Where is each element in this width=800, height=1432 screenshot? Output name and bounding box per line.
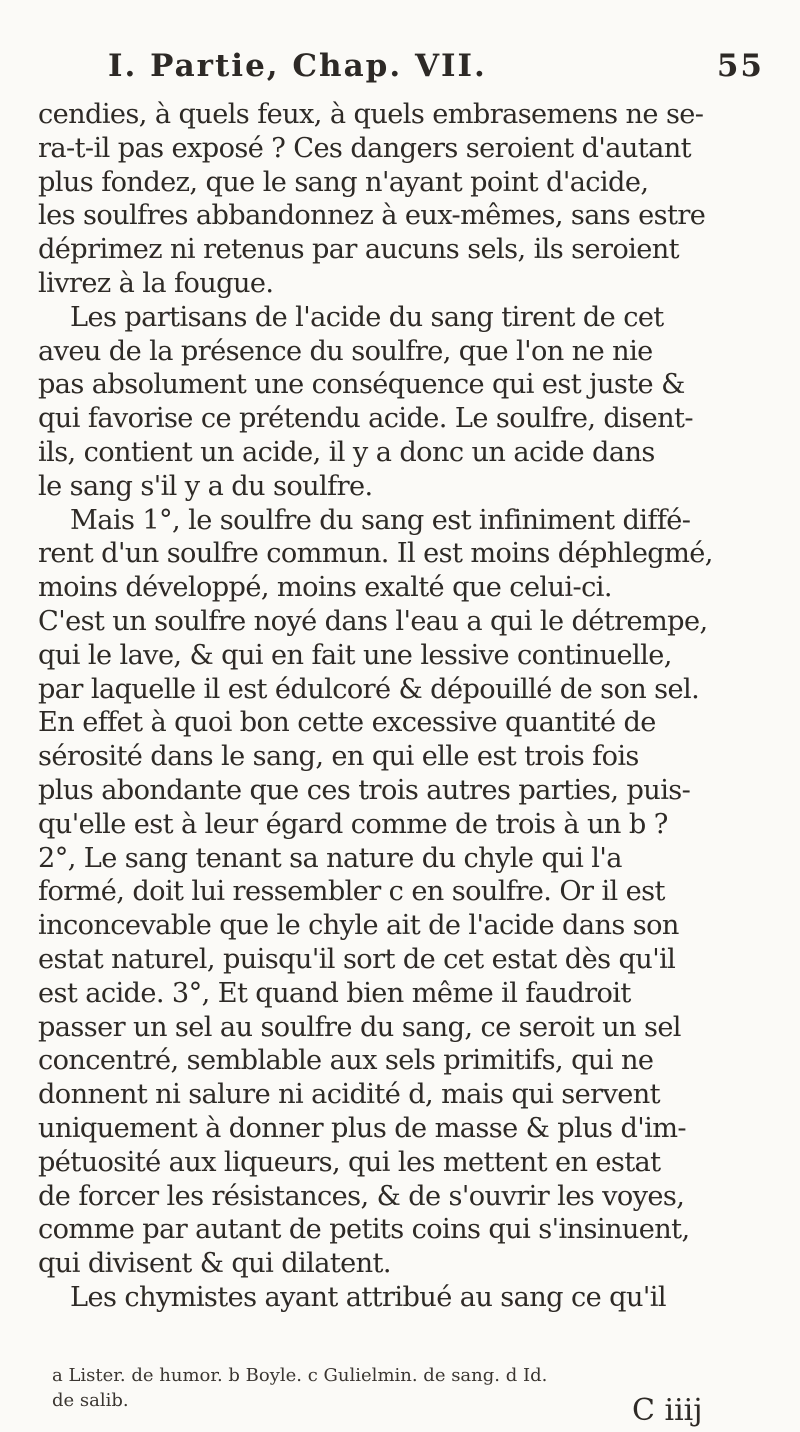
text-line: le sang s'il y a du soulfre. xyxy=(38,470,373,502)
footnote-line: a Lister. de humor. b Boyle. c Gulielmin. de sang. d Id. xyxy=(52,1365,548,1386)
text-line: inconcevable que le chyle ait de l'acide dans son xyxy=(38,910,679,942)
text-line: uniquement à donner plus de masse & plus d'im- xyxy=(38,1112,686,1144)
text-line: ils, contient un acide, il y a donc un acide dans xyxy=(38,436,655,468)
signature-mark: C iiij xyxy=(632,1393,703,1428)
text-line: C'est un soulfre noyé dans l'eau a qui le détrempe, xyxy=(38,605,708,637)
text-line: concentré, semblable aux sels primitifs, qui ne xyxy=(38,1045,654,1077)
text-line: qui divisent & qui dilatent. xyxy=(38,1248,391,1280)
text-line: est acide. 3°, Et quand bien même il faudroit xyxy=(38,977,631,1009)
text-line: pétuosité aux liqueurs, qui les mettent en estat xyxy=(38,1146,661,1178)
page-number: 55 xyxy=(716,48,764,84)
text-line: passer un sel au soulfre du sang, ce seroit un sel xyxy=(38,1011,681,1043)
text-line: qui le lave, & qui en fait une lessive continuelle, xyxy=(38,639,672,671)
text-line: Les partisans de l'acide du sang tirent de cet xyxy=(70,301,664,333)
text-line: plus abondante que ces trois autres parties, puis- xyxy=(38,774,691,806)
text-line: les soulfres abbandonnez à eux-mêmes, sans estre xyxy=(38,200,706,232)
text-line: ra-t-il pas exposé ? Ces dangers seroient d'autant xyxy=(38,132,691,164)
text-line: donnent ni salure ni acidité d, mais qui servent xyxy=(38,1079,660,1111)
text-line: Mais 1°, le soulfre du sang est infiniment diffé- xyxy=(70,504,691,536)
text-line: formé, doit lui ressembler c en soulfre. Or il est xyxy=(38,876,665,908)
text-line: 2°, Le sang tenant sa nature du chyle qui l'a xyxy=(38,842,622,874)
text-line: de forcer les résistances, & de s'ouvrir les voyes, xyxy=(38,1180,685,1212)
text-line: rent d'un soulfre commun. Il est moins déphlegmé, xyxy=(38,538,713,570)
footnote-line: de salib. xyxy=(52,1390,129,1411)
text-line: estat naturel, puisqu'il sort de cet estat dès qu'il xyxy=(38,943,676,975)
text-line: livrez à la fougue. xyxy=(38,267,274,299)
text-line: plus fondez, que le sang n'ayant point d'acide, xyxy=(38,166,649,198)
text-line: moins développé, moins exalté que celui-ci. xyxy=(38,572,612,604)
main-text xyxy=(38,98,790,1315)
text-line: déprimez ni retenus par aucuns sels, ils seroient xyxy=(38,234,679,266)
text-line: En effet à quoi bon cette excessive quantité de xyxy=(38,707,656,739)
text-line: cendies, à quels feux, à quels embrasemens ne se- xyxy=(38,99,704,130)
running-title: I. Partie, Chap. VII. xyxy=(108,48,487,84)
text-line: qui favorise ce prétendu acide. Le soulfre, disent- xyxy=(38,403,693,435)
text-line: aveu de la présence du soulfre, que l'on ne nie xyxy=(38,335,653,367)
text-line: par laquelle il est édulcoré & dépouillé de son sel. xyxy=(38,673,700,705)
text-line: sérosité dans le sang, en qui elle est trois fois xyxy=(38,741,639,773)
text-line: qu'elle est à leur égard comme de trois à un b ? xyxy=(38,808,668,840)
text-line: Les chymistes ayant attribué au sang ce qu'il xyxy=(70,1281,666,1313)
text-line: comme par autant de petits coins qui s'insinuent, xyxy=(38,1214,690,1246)
text-line: pas absolument une conséquence qui est juste & xyxy=(38,369,685,401)
running-header xyxy=(108,48,768,94)
